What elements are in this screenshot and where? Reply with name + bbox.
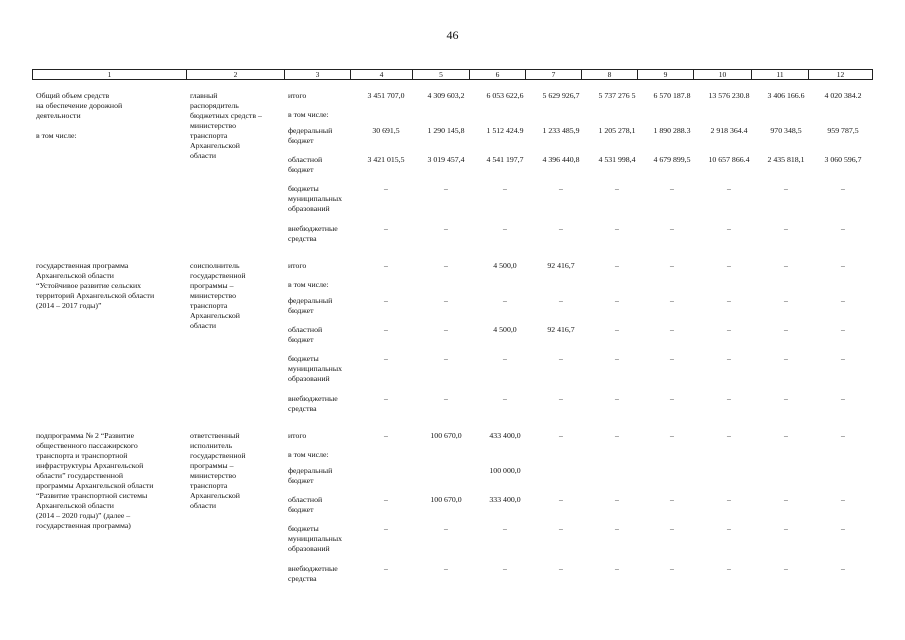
value-cell-col-10: – — [727, 564, 731, 573]
value-cell-col-5: – — [444, 296, 448, 305]
value-cell-col-8: – — [615, 354, 619, 363]
value-cell-col-6: 333 400,0 — [489, 495, 521, 504]
funding-source-label: федеральный бюджет — [288, 466, 333, 485]
value-cell-col-6: – — [503, 224, 507, 233]
value-cell-col-12: – — [841, 524, 845, 533]
value-cell-col-11: – — [784, 431, 788, 440]
value-cell-col-11: 970 348,5 — [770, 126, 802, 135]
value-cell-col-12: 4 020 384.2 — [824, 91, 862, 100]
value-cell-col-9: – — [670, 431, 674, 440]
value-cell-col-11: – — [784, 325, 788, 334]
value-cell-col-6: 433 400,0 — [489, 431, 521, 440]
value-cell-col-6: 1 512 424.9 — [486, 126, 524, 135]
value-cell-col-9: – — [670, 354, 674, 363]
column-header-9: 9 — [638, 70, 694, 80]
value-cell-col-8: 4 531 998,4 — [598, 155, 636, 164]
value-cell-col-8: – — [615, 224, 619, 233]
value-cell-col-5: 3 019 457,4 — [427, 155, 465, 164]
value-cell-col-6: – — [503, 296, 507, 305]
column-header-5: 5 — [413, 70, 470, 80]
value-cell-col-4: – — [384, 184, 388, 193]
value-cell-col-11: 3 406 166.6 — [767, 91, 805, 100]
value-cell-col-11: 2 435 818,1 — [767, 155, 805, 164]
program-executor: ответственный исполнитель государственной программы – министерство транспорта Архангельской области — [190, 431, 246, 510]
program-name: Общий объем средств на обеспечение дорожной деятельности в том числе: — [36, 91, 123, 140]
value-cell-col-11: – — [784, 296, 788, 305]
value-cell-col-6: – — [503, 564, 507, 573]
value-cell-col-6: – — [503, 354, 507, 363]
value-cell-col-5: – — [444, 261, 448, 270]
value-cell-col-12: 3 060 596,7 — [824, 155, 862, 164]
value-cell-col-8: – — [615, 394, 619, 403]
value-cell-col-5: – — [444, 524, 448, 533]
value-cell-col-12: – — [841, 394, 845, 403]
value-cell-col-11: – — [784, 224, 788, 233]
funding-source-label: областной бюджет — [288, 495, 323, 514]
value-cell-col-5: – — [444, 564, 448, 573]
column-header-8: 8 — [582, 70, 638, 80]
value-cell-col-8: 5 737 276 5 — [598, 91, 636, 100]
program-executor: соисполнитель государственной программы – министерство транспорта Архангельской области — [190, 261, 246, 330]
value-cell-col-7: – — [559, 394, 563, 403]
funding-source-label: федеральный бюджет — [288, 126, 333, 145]
value-cell-col-7: – — [559, 564, 563, 573]
column-header-10: 10 — [694, 70, 752, 80]
value-cell-col-10: – — [727, 184, 731, 193]
value-cell-col-7: 92 416,7 — [547, 325, 575, 334]
value-cell-col-5: – — [444, 394, 448, 403]
value-cell-col-6: 6 053 622,6 — [486, 91, 524, 100]
value-cell-col-7: 92 416,7 — [547, 261, 575, 270]
value-cell-col-6: – — [503, 184, 507, 193]
funding-source-label: внебюджетные средства — [288, 564, 338, 583]
value-cell-col-9: – — [670, 495, 674, 504]
value-cell-col-9: – — [670, 224, 674, 233]
value-cell-col-6: – — [503, 394, 507, 403]
value-cell-col-7: – — [559, 224, 563, 233]
value-cell-col-6: 4 500,0 — [493, 325, 517, 334]
value-cell-col-9: – — [670, 261, 674, 270]
value-cell-col-11: – — [784, 184, 788, 193]
funding-source-label: бюджеты муниципальных образований — [288, 184, 342, 213]
value-cell-col-5: 100 670,0 — [430, 495, 462, 504]
value-cell-col-7: – — [559, 431, 563, 440]
value-cell-col-4: – — [384, 524, 388, 533]
value-cell-col-11: – — [784, 524, 788, 533]
funding-source-label: в том числе: — [288, 110, 329, 119]
value-cell-col-10: 13 576 230.8 — [708, 91, 750, 100]
value-cell-col-10: – — [727, 325, 731, 334]
value-cell-col-5: 1 290 145,8 — [427, 126, 465, 135]
value-cell-col-7: – — [559, 495, 563, 504]
value-cell-col-6: 4 500,0 — [493, 261, 517, 270]
value-cell-col-10: – — [727, 394, 731, 403]
column-header-7: 7 — [526, 70, 582, 80]
value-cell-col-9: – — [670, 296, 674, 305]
value-cell-col-4: – — [384, 296, 388, 305]
value-cell-col-4: – — [384, 394, 388, 403]
column-header-4: 4 — [351, 70, 413, 80]
value-cell-col-9: – — [670, 564, 674, 573]
value-cell-col-8: 1 205 278,1 — [598, 126, 636, 135]
value-cell-col-11: – — [784, 495, 788, 504]
page-number: 46 — [446, 28, 459, 42]
value-cell-col-12: – — [841, 431, 845, 440]
value-cell-col-5: – — [444, 184, 448, 193]
value-cell-col-5: – — [444, 224, 448, 233]
funding-source-label: в том числе: — [288, 450, 329, 459]
column-header-row — [32, 69, 873, 80]
value-cell-col-10: – — [727, 431, 731, 440]
funding-source-label: итого — [288, 431, 307, 440]
value-cell-col-6: 100 000,0 — [489, 466, 521, 475]
value-cell-col-5: – — [444, 325, 448, 334]
value-cell-col-10: 10 657 866.4 — [708, 155, 750, 164]
value-cell-col-8: – — [615, 564, 619, 573]
value-cell-col-8: – — [615, 261, 619, 270]
funding-source-label: итого — [288, 91, 307, 100]
value-cell-col-7: 5 629 926,7 — [542, 91, 580, 100]
value-cell-col-6: 4 541 197,7 — [486, 155, 524, 164]
value-cell-col-10: – — [727, 354, 731, 363]
column-header-11: 11 — [752, 70, 809, 80]
value-cell-col-4: – — [384, 564, 388, 573]
value-cell-col-8: – — [615, 495, 619, 504]
program-name: государственная программа Архангельской области “Устойчивое развитие сельских территорий Архангельской области (2014 – 2017 годы)” — [36, 261, 155, 310]
value-cell-col-4: 3 421 015,5 — [367, 155, 405, 164]
column-header-6: 6 — [470, 70, 526, 80]
value-cell-col-4: – — [384, 224, 388, 233]
value-cell-col-4: – — [384, 325, 388, 334]
value-cell-col-9: – — [670, 524, 674, 533]
value-cell-col-8: – — [615, 296, 619, 305]
value-cell-col-11: – — [784, 261, 788, 270]
column-header-12: 12 — [809, 70, 873, 80]
value-cell-col-8: – — [615, 524, 619, 533]
value-cell-col-12: – — [841, 261, 845, 270]
column-header-3: 3 — [285, 70, 351, 80]
funding-source-label: областной бюджет — [288, 325, 323, 344]
value-cell-col-7: – — [559, 354, 563, 363]
program-executor: главный распорядитель бюджетных средств – министерство транспорта Архангельской области — [190, 91, 262, 160]
value-cell-col-4: – — [384, 354, 388, 363]
funding-source-label: бюджеты муниципальных образований — [288, 354, 342, 383]
value-cell-col-4: – — [384, 431, 388, 440]
value-cell-col-12: – — [841, 354, 845, 363]
value-cell-col-12: – — [841, 495, 845, 504]
value-cell-col-12: – — [841, 224, 845, 233]
program-name: подпрограмма № 2 “Развитие общественного пассажирского транспорта и транспортной инфраструктуры Архангельской области” государственной программы Архангельской области “Развитие транспортной системы Архангельской области (2014 – 2020 годы)” (далее – государственная программа) — [36, 431, 154, 530]
value-cell-col-7: – — [559, 296, 563, 305]
value-cell-col-9: 4 679 899,5 — [653, 155, 691, 164]
value-cell-col-11: – — [784, 564, 788, 573]
value-cell-col-4: 30 691,5 — [372, 126, 400, 135]
value-cell-col-9: – — [670, 184, 674, 193]
funding-source-label: федеральный бюджет — [288, 296, 333, 315]
column-header-1: 1 — [33, 70, 187, 80]
funding-source-label: итого — [288, 261, 307, 270]
value-cell-col-12: 959 787,5 — [827, 126, 859, 135]
value-cell-col-4: 3 451 707,0 — [367, 91, 405, 100]
value-cell-col-7: – — [559, 524, 563, 533]
value-cell-col-8: – — [615, 184, 619, 193]
value-cell-col-12: – — [841, 184, 845, 193]
funding-source-label: в том числе: — [288, 280, 329, 289]
value-cell-col-5: 4 309 603,2 — [427, 91, 465, 100]
value-cell-col-7: 1 233 485,9 — [542, 126, 580, 135]
value-cell-col-4: – — [384, 261, 388, 270]
value-cell-col-10: – — [727, 224, 731, 233]
value-cell-col-9: 1 890 288.3 — [653, 126, 691, 135]
value-cell-col-5: 100 670,0 — [430, 431, 462, 440]
value-cell-col-9: 6 570 187.8 — [653, 91, 691, 100]
funding-source-label: бюджеты муниципальных образований — [288, 524, 342, 553]
value-cell-col-5: – — [444, 354, 448, 363]
value-cell-col-9: – — [670, 325, 674, 334]
value-cell-col-6: – — [503, 524, 507, 533]
value-cell-col-8: – — [615, 325, 619, 334]
value-cell-col-10: – — [727, 524, 731, 533]
value-cell-col-10: – — [727, 296, 731, 305]
value-cell-col-11: – — [784, 394, 788, 403]
value-cell-col-9: – — [670, 394, 674, 403]
funding-source-label: внебюджетные средства — [288, 394, 338, 413]
funding-source-label: областной бюджет — [288, 155, 323, 174]
value-cell-col-12: – — [841, 296, 845, 305]
funding-source-label: внебюджетные средства — [288, 224, 338, 243]
value-cell-col-11: – — [784, 354, 788, 363]
value-cell-col-12: – — [841, 325, 845, 334]
value-cell-col-7: – — [559, 184, 563, 193]
value-cell-col-4: – — [384, 495, 388, 504]
value-cell-col-10: – — [727, 261, 731, 270]
value-cell-col-8: – — [615, 431, 619, 440]
value-cell-col-10: – — [727, 495, 731, 504]
value-cell-col-10: 2 918 364.4 — [710, 126, 748, 135]
value-cell-col-12: – — [841, 564, 845, 573]
column-header-2: 2 — [187, 70, 285, 80]
value-cell-col-7: 4 396 440,8 — [542, 155, 580, 164]
